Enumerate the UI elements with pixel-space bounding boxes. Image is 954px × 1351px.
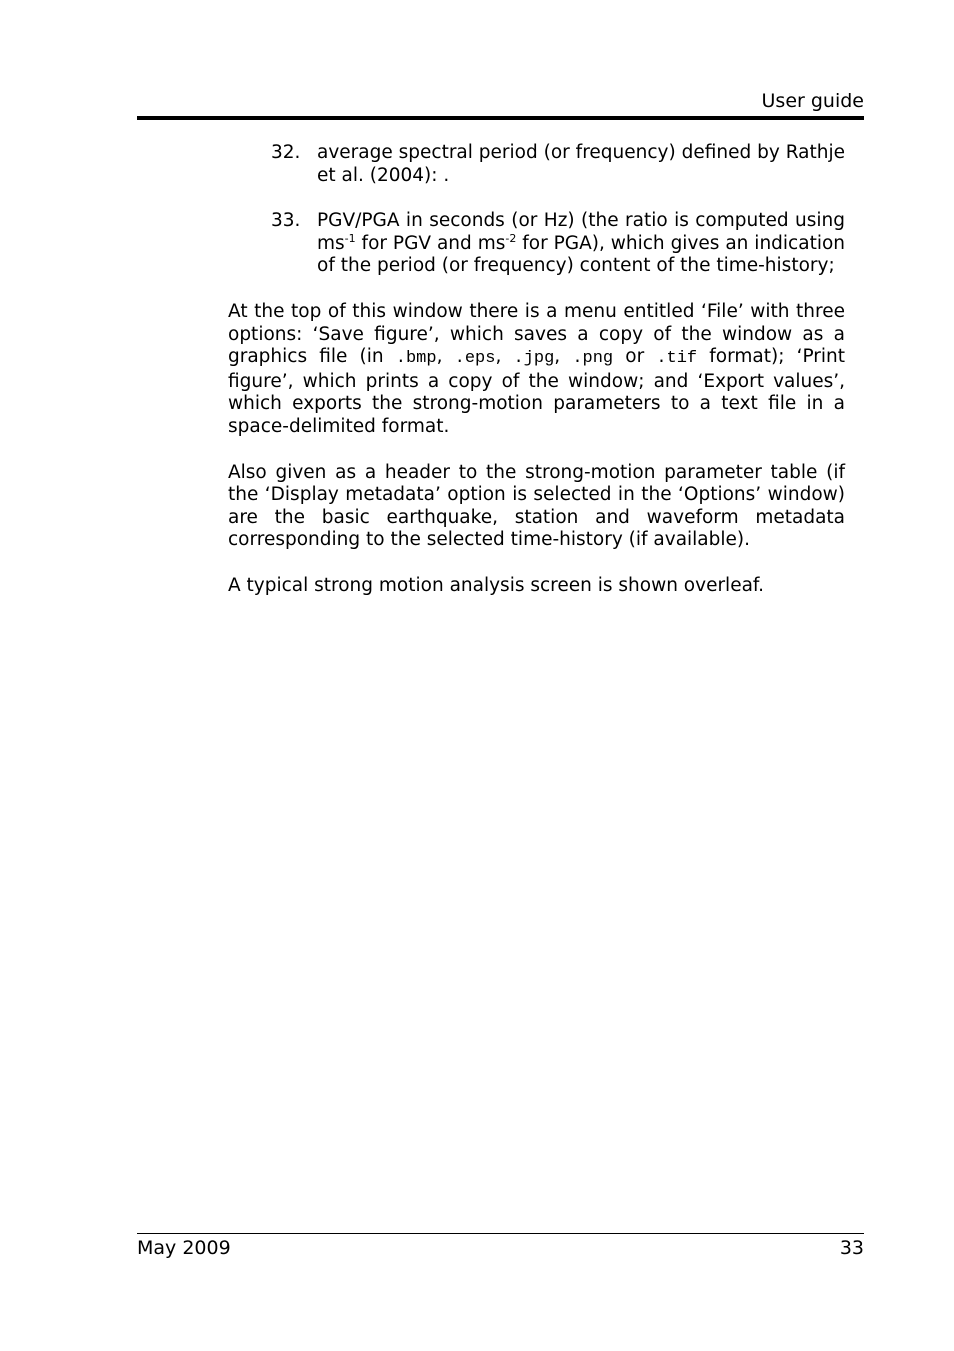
list-item-text: for PGV and ms — [355, 232, 506, 254]
list-item-text: PGV/PGA in seconds (or Hz) (the ratio is computed using ms — [317, 210, 845, 254]
superscript-exponent: -2 — [505, 231, 517, 245]
separator: or — [613, 346, 657, 368]
list-number: 33. — [271, 210, 301, 232]
list-number: 32. — [271, 142, 301, 163]
separator: , — [554, 346, 573, 368]
list-item-32 — [228, 142, 845, 187]
file-extension: .bmp — [395, 349, 437, 369]
file-extension: .tif — [656, 349, 698, 369]
paragraph-typical-screen: A typical strong motion analysis screen is shown overleaf. — [228, 574, 764, 596]
file-extension: .png — [572, 349, 614, 369]
file-extension: .jpg — [513, 349, 555, 369]
list-item-33 — [228, 210, 845, 278]
paragraph-file-menu — [228, 301, 845, 439]
paragraph-metadata-header: Also given as a header to the strong-motion parameter table (if the ‘Display metadata’ option is selected in the ‘Options’ window) are the basic earthquake, station and waveform metadata corresponding to the selected time-history (if available). — [228, 461, 845, 551]
superscript-exponent: -1 — [344, 231, 356, 245]
page-number: 33 — [839, 1237, 864, 1259]
header-rule — [137, 116, 864, 120]
list-item-text: for PGA), which gives an indication of the period (or frequency) content of the time-history; — [317, 232, 845, 277]
separator: , — [495, 346, 514, 368]
running-header: User guide — [761, 90, 864, 112]
paragraph-text: format); ‘Print figure’, which prints a copy of the window; and ‘Export values’, which exports the strong-motion parameters to a text file in a space-delimited format. — [228, 346, 846, 437]
footer-date: May 2009 — [137, 1237, 231, 1259]
paragraph-text: At the top of this window there is a menu entitled ‘File’ with three options: ‘Save figure’, which saves a copy of the window as a graphics file (in — [228, 300, 845, 368]
list-item-text: average spectral period (or frequency) defined by Rathje et al. (2004): . — [317, 142, 845, 186]
separator: , — [436, 346, 455, 368]
page-body — [228, 142, 845, 621]
file-extension: .eps — [454, 349, 496, 369]
footer-rule — [137, 1233, 864, 1234]
